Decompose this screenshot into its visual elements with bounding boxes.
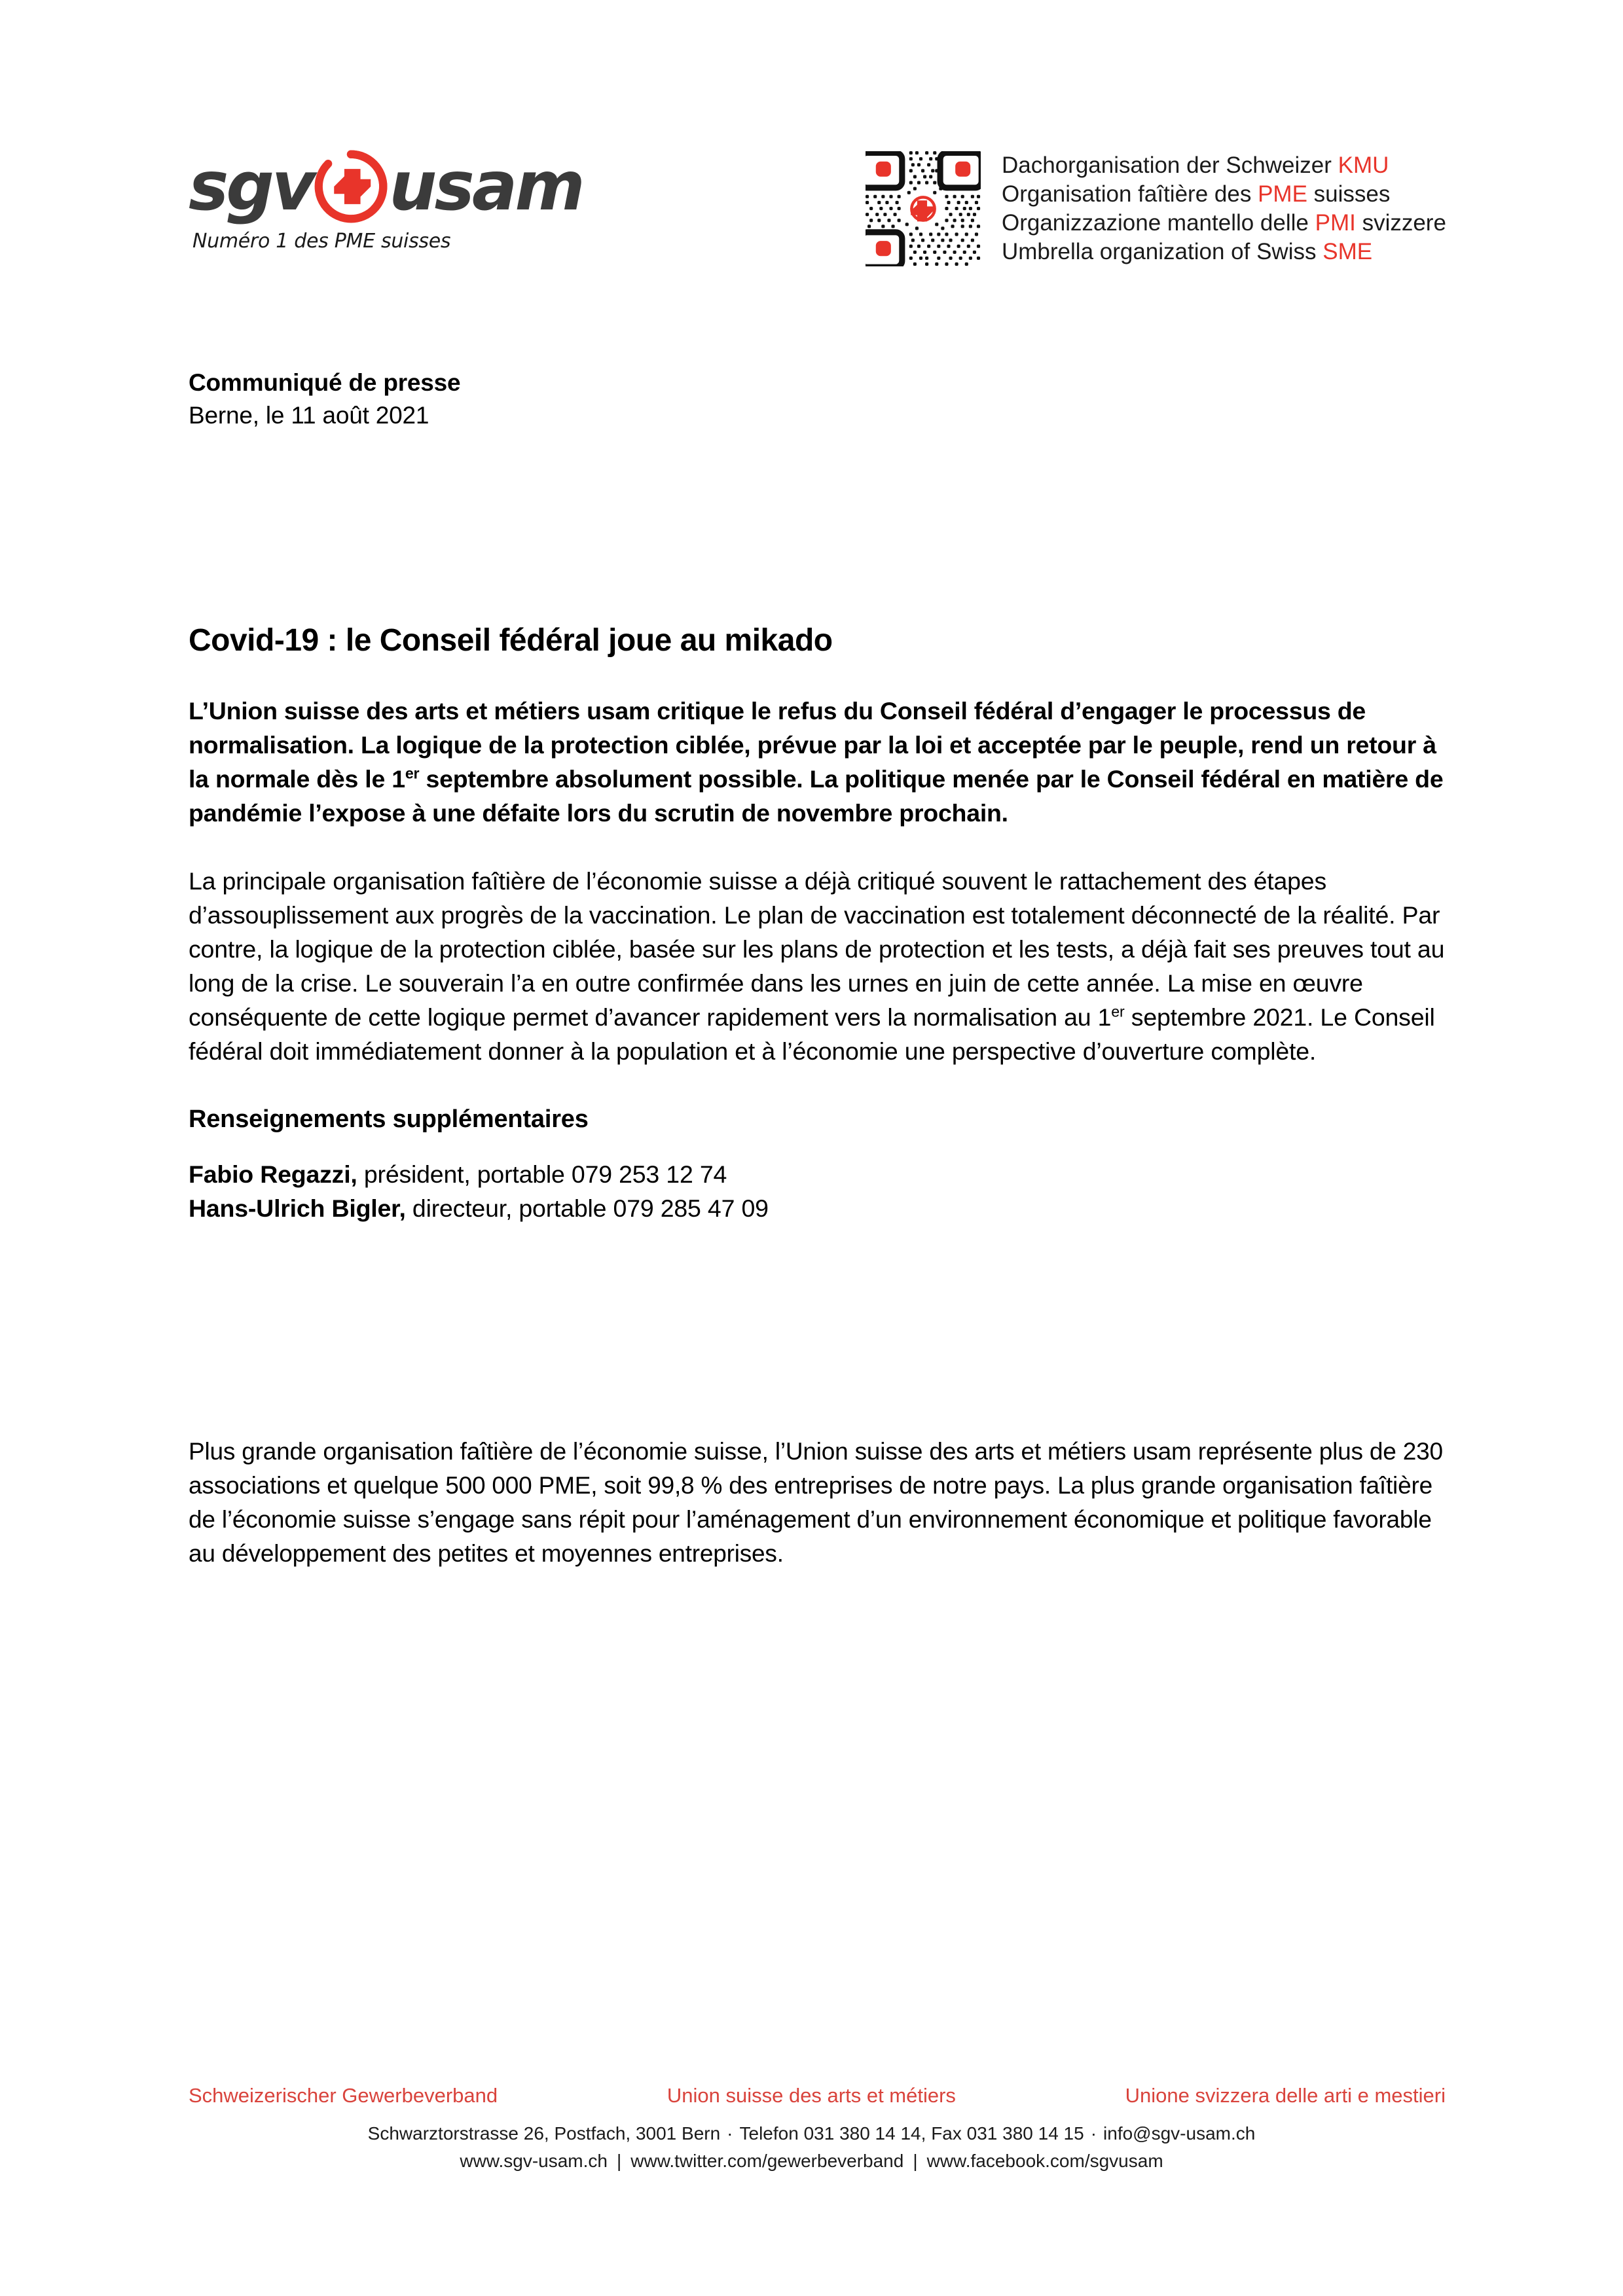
brand-logo	[189, 147, 594, 253]
contacts-heading: Renseignements supplémentaires	[189, 1105, 589, 1133]
document-content	[189, 367, 1446, 1595]
document-type-label: Communiqué de presse	[189, 369, 461, 396]
footer-link-separator: |	[616, 2151, 622, 2171]
org-tagline-fr-accent: PME	[1258, 181, 1307, 207]
boilerplate-paragraph: Plus grande organisation faîtière de l’économie suisse, l’Union suisse des arts et métiers usam représente plus de 230 associations et quelque 500 000 PME, soit 99,8 % des entreprises de notre pays. La plus grande organisation faîtière de l’économie suisse s’engage sans répit pour l’aménagement d’un environnement économique et politique favorable au développement des petites et moyennes entreprises.	[189, 1437, 1443, 1567]
lead-paragraph	[189, 694, 1446, 830]
org-tagline-en	[1002, 238, 1591, 266]
footer-address: Schwarztorstrasse 26, Postfach, 3001 Bern	[367, 2123, 721, 2144]
org-tagline-en-prefix: Umbrella organization of Swiss	[1002, 239, 1323, 264]
footer-org-de: Schweizerischer Gewerbeverband	[189, 2084, 498, 2107]
org-tagline-de	[1002, 151, 1591, 180]
footer-contact-line	[0, 2121, 1623, 2147]
logo-wordmark	[189, 147, 594, 226]
footer-link-website[interactable]: www.sgv-usam.ch	[460, 2151, 608, 2171]
body-text-part2: septembre 2021. Le Conseil fédéral doit immédiatement donner à la population et à l’économie une perspective d’ouverture complète.	[189, 1003, 1435, 1065]
page-title: Covid-19 : le Conseil fédéral joue au mikado	[189, 623, 833, 658]
lead-text-part2: septembre absolument possible. La politique menée par le Conseil fédéral en matière de pandémie l’expose à une défaite lors du scrutin de novembre prochain.	[189, 765, 1444, 827]
dateline: Berne, le 11 août 2021	[189, 402, 429, 429]
org-tagline-fr-suffix: suisses	[1307, 181, 1391, 207]
lead-text-part1: L’Union suisse des arts et métiers usam critique le refus du Conseil fédéral d’engager le processus de normalisation. La logique de la protection ciblée, prévue par la loi et acceptée par le peuple, rend un retour à la normale dès le 1	[189, 697, 1436, 793]
page-footer	[0, 2083, 1623, 2174]
footer-links-line	[0, 2148, 1623, 2174]
footer-separator: ·	[1090, 2123, 1097, 2144]
contact-item	[189, 1191, 1446, 1225]
org-tagline-it-suffix: svizzere	[1355, 210, 1446, 236]
org-tagline-it	[1002, 209, 1591, 238]
contact-name: Hans-Ulrich Bigler,	[189, 1194, 406, 1222]
footer-link-separator: |	[913, 2151, 918, 2171]
sgv-usam-swiss-cross-emblem-icon	[314, 150, 388, 223]
contact-details: président, portable 079 253 12 74	[357, 1160, 727, 1188]
org-tagline-de-prefix: Dachorganisation der Schweizer	[1002, 152, 1338, 178]
footer-organization-names	[189, 2083, 1446, 2109]
lead-ordinal-suffix: er	[405, 764, 420, 782]
org-tagline-de-accent: KMU	[1338, 152, 1389, 178]
org-tagline-it-prefix: Organizzazione mantello delle	[1002, 210, 1315, 236]
footer-separator: ·	[727, 2123, 733, 2144]
page-header	[0, 141, 1623, 285]
org-tagline-fr	[1002, 180, 1591, 209]
contact-details: directeur, portable 079 285 47 09	[405, 1194, 769, 1222]
org-tagline-en-accent: SME	[1322, 239, 1373, 264]
body-text-part1: La principale organisation faîtière de l’économie suisse a déjà critiqué souvent le rattachement des étapes d’assouplissement aux progrès de la vaccination. Le plan de vaccination est totalement déconnecté de la réalité. Par contre, la logique de la protection ciblée, basée sur les plans de protection et les tests, a déjà fait ses preuves tout au long de la crise. Le souverain l’a en outre confirmée dans les urnes en juin de cette année. La mise en œuvre conséquente de cette logique permet d’avancer rapidement vers la normalisation au 1	[189, 867, 1445, 1031]
org-tagline-fr-prefix: Organisation faîtière des	[1002, 181, 1258, 207]
body-paragraph	[189, 864, 1446, 1068]
body-ordinal-suffix: er	[1111, 1003, 1125, 1020]
contacts-list	[189, 1157, 1446, 1225]
org-tagline-it-accent: PMI	[1315, 210, 1356, 236]
logo-text-usam: usam	[389, 147, 583, 226]
footer-link-twitter[interactable]: www.twitter.com/gewerbeverband	[630, 2151, 904, 2171]
contact-name: Fabio Regazzi,	[189, 1160, 357, 1188]
qr-code-icon[interactable]	[866, 151, 981, 266]
footer-org-fr: Union suisse des arts et métiers	[666, 2084, 956, 2107]
logo-text-sgv: sgv	[189, 147, 314, 226]
footer-link-facebook[interactable]: www.facebook.com/sgvusam	[926, 2151, 1163, 2171]
logo-tagline: Numéro 1 des PME suisses	[192, 230, 451, 253]
footer-email-link[interactable]: info@sgv-usam.ch	[1103, 2123, 1256, 2144]
footer-org-it: Unione svizzera delle arti e mestieri	[1125, 2084, 1446, 2107]
contact-item	[189, 1157, 1446, 1191]
organization-taglines	[1002, 151, 1591, 266]
footer-phone: Telefon 031 380 14 14, Fax 031 380 14 15	[739, 2123, 1084, 2144]
